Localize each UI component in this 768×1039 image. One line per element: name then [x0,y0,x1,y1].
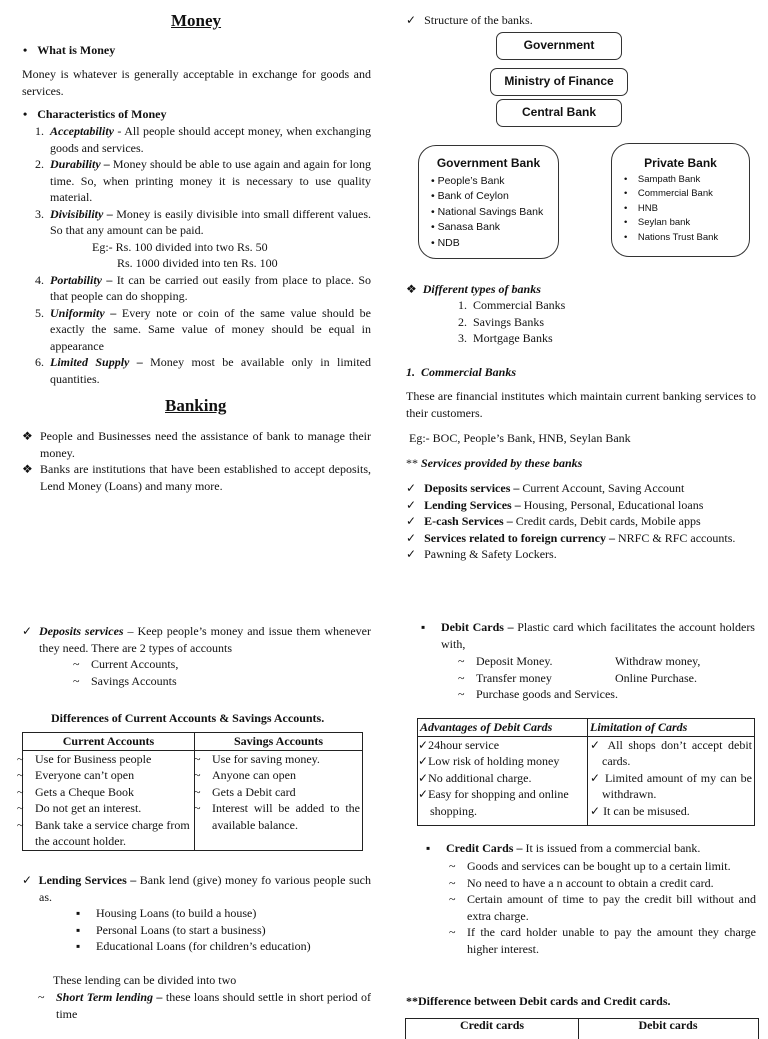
list-item: ✓Low risk of holding money [418,754,560,768]
banking-points [40,428,371,494]
list-item: ✓Easy for shopping and online shopping. [418,787,569,818]
government-bank-box [418,145,559,259]
debit-uses-list [476,653,756,703]
deposits-services-paragraph: ✓ Deposits services – Keep people’s money and issue them whenever they need. There are 2 types of accounts [22,624,371,655]
cards-difference-table [405,1018,759,1039]
types-list [458,297,565,347]
list-item: ❖ Banks are institutions that have been established to accept deposits, Lend Money (Loans) and many more. [40,461,371,494]
banking-title: Banking [165,396,227,415]
debit-cards-table [417,718,755,826]
services-list [406,480,735,563]
table-header: Savings Accounts [195,733,363,751]
account-types-list [91,656,178,689]
debit-cards-paragraph: ▪ Debit Cards – Plastic card which facilitates the account holders with, [441,619,755,652]
table-header: Current Accounts [23,733,195,751]
services-heading: ** Services provided by these banks [406,456,583,470]
accounts-table [22,732,363,851]
list-item: ~ If the card holder unable to pay the amount they charge higher interest. [467,924,756,957]
list-item: ~ Goods and services can be bought up to a certain limit. [467,858,756,875]
list-item: ✓ It can be misused. [590,803,690,818]
list-item: 5. Uniformity – Every note or coin of the same value should be exactly the same. Same value of money should be equal in appearance [35,305,372,353]
lending-divided-text: These lending can be divided into two [53,973,237,987]
list-item: ~ Interest will be added to the available balance. [212,800,360,833]
list-item: ~ Purchase goods and Services. [476,686,756,703]
advantages-cell [418,736,588,826]
list-item: ▪ Educational Loans (for children’s education) [96,938,311,955]
current-accounts-cell [23,750,195,850]
what-is-money-text: Money is whatever is generally acceptable in exchange for goods and services. [22,67,371,98]
list-item: 3. Divisibility – Money is easily divisible into small different values. So that any amount can be paid. [35,206,371,237]
list-item: ~ Everyone can’t open [35,767,192,784]
list-item: ✓ E-cash Services – Credit cards, Debit cards, Mobile apps [406,513,735,530]
characteristics-heading: • Characteristics of Money [23,107,167,121]
credit-cards-heading: ▪ Credit Cards – It is issued from a commercial bank. [446,840,700,857]
list-item: • Sanasa Bank [431,221,501,233]
limitations-cell [588,736,755,826]
list-item: ✓ Limited amount of my can be withdrawn. [590,770,752,801]
list-item: • Nations Trust Bank [624,231,719,243]
table-header: Credit cards [459,1018,525,1032]
types-heading: ❖ Different types of banks [406,282,541,296]
list-item: ~ Anyone can open [212,767,360,784]
list-item: ✓ Services related to foreign currency – NRFC & RFC accounts. [406,530,735,547]
list-item: ✓ All shops don’t accept debit cards. [590,737,752,768]
central-bank-box: Central Bank [496,99,622,127]
list-item: ~ Transfer money Online Purchase. [476,670,756,687]
characteristics-list [22,123,371,387]
list-item: ~ Do not get an interest. [35,800,192,817]
table-header: Limitation of Cards [588,719,755,737]
list-item: ❖ People and Businesses need the assistance of bank to manage their money. [40,428,371,461]
divisibility-example-1: Eg:- Rs. 100 divided into two Rs. 50 [92,239,268,254]
table-header: Debit cards [638,1018,698,1032]
credit-points-list [467,858,756,957]
private-bank-title: Private Bank [644,156,717,170]
money-title: Money [171,11,222,30]
list-item: • NDB [431,236,460,249]
list-item: ~ Use for Business people [35,751,192,768]
short-term-lending: ~ Short Term lending – these loans should settle in short period of time [56,989,371,1022]
list-item: • Sampath Bank [624,173,701,185]
list-item: ▪ Housing Loans (to build a house) [96,905,311,922]
government-box: Government [496,32,622,60]
table-header: Advantages of Debit Cards [418,719,588,737]
list-item: ~ Current Accounts, [91,656,178,673]
savings-accounts-cell [195,750,363,850]
list-item: 6. Limited Supply – Money most be available only in limited quantities. [35,355,371,386]
commercial-banks-text: These are financial institutes which maintain current banking services to their customers. [406,389,756,420]
commercial-banks-example: Eg:- BOC, People’s Bank, HNB, Seylan Bank [409,431,631,445]
list-item: 4. Portability – It can be carried out easily from place to place. So that people can do shopping. [35,272,371,303]
list-item: • Seylan bank [624,217,691,228]
list-item: ~ Gets a Cheque Book [35,784,192,801]
what-is-money-heading: • What is Money [23,43,116,57]
list-item: ▪ Personal Loans (to start a business) [96,922,311,939]
government-bank-title: Government Bank [436,156,541,170]
structure-label: ✓ Structure of the banks. [406,12,533,29]
list-item: 1. Commercial Banks [458,298,566,312]
list-item: ✓No additional charge. [418,770,532,785]
commercial-banks-heading: 1. Commercial Banks [406,365,517,379]
list-item: • People’s Bank [431,174,505,187]
private-bank-box [611,143,750,257]
list-item: ✓24hour service [418,737,500,752]
list-item: 3. Mortgage Banks [458,331,553,345]
divisibility-example-2: Rs. 1000 divided into ten Rs. 100 [117,256,278,270]
list-item: 2. Durability – Money should be able to use again and again for long time. So, when printing money it is necessary to use quality material. [35,157,371,204]
loans-list [96,905,311,955]
list-item: 1. Acceptability - All people should accept money, when exchanging goods and services. [35,124,371,155]
debit-credit-difference-heading: **Difference between Debit cards and Credit cards. [406,994,671,1008]
list-item: ✓ Lending Services – Housing, Personal, Educational loans [406,497,735,514]
list-item: 2. Savings Banks [458,314,545,329]
list-item: • Bank of Ceylon [431,190,509,202]
list-item: ✓ Deposits services – Current Account, Saving Account [406,480,735,497]
lending-services-paragraph: ✓ Lending Services – Bank lend (give) money fo various people such as. [22,873,372,904]
list-item: ~ Savings Accounts [91,673,178,690]
list-item: • National Savings Bank [431,205,544,218]
list-item: • HNB [624,202,658,214]
differences-heading: Differences of Current Accounts & Savings Accounts. [51,711,325,725]
list-item: ~ No need to have a n account to obtain a credit card. [467,875,756,892]
list-item: ~ Bank take a service charge from the account holder. [35,817,192,850]
list-item: ~ Use for saving money. [212,751,360,768]
list-item: • Commercial Bank [624,188,713,199]
list-item: ~ Gets a Debit card [212,784,360,801]
ministry-of-finance-box: Ministry of Finance [490,68,628,96]
list-item: ~ Certain amount of time to pay the credit bill without and extra charge. [467,891,756,924]
list-item: ~ Deposit Money. Withdraw money, [476,653,756,670]
list-item: ✓ Pawning & Safety Lockers. [406,546,735,563]
